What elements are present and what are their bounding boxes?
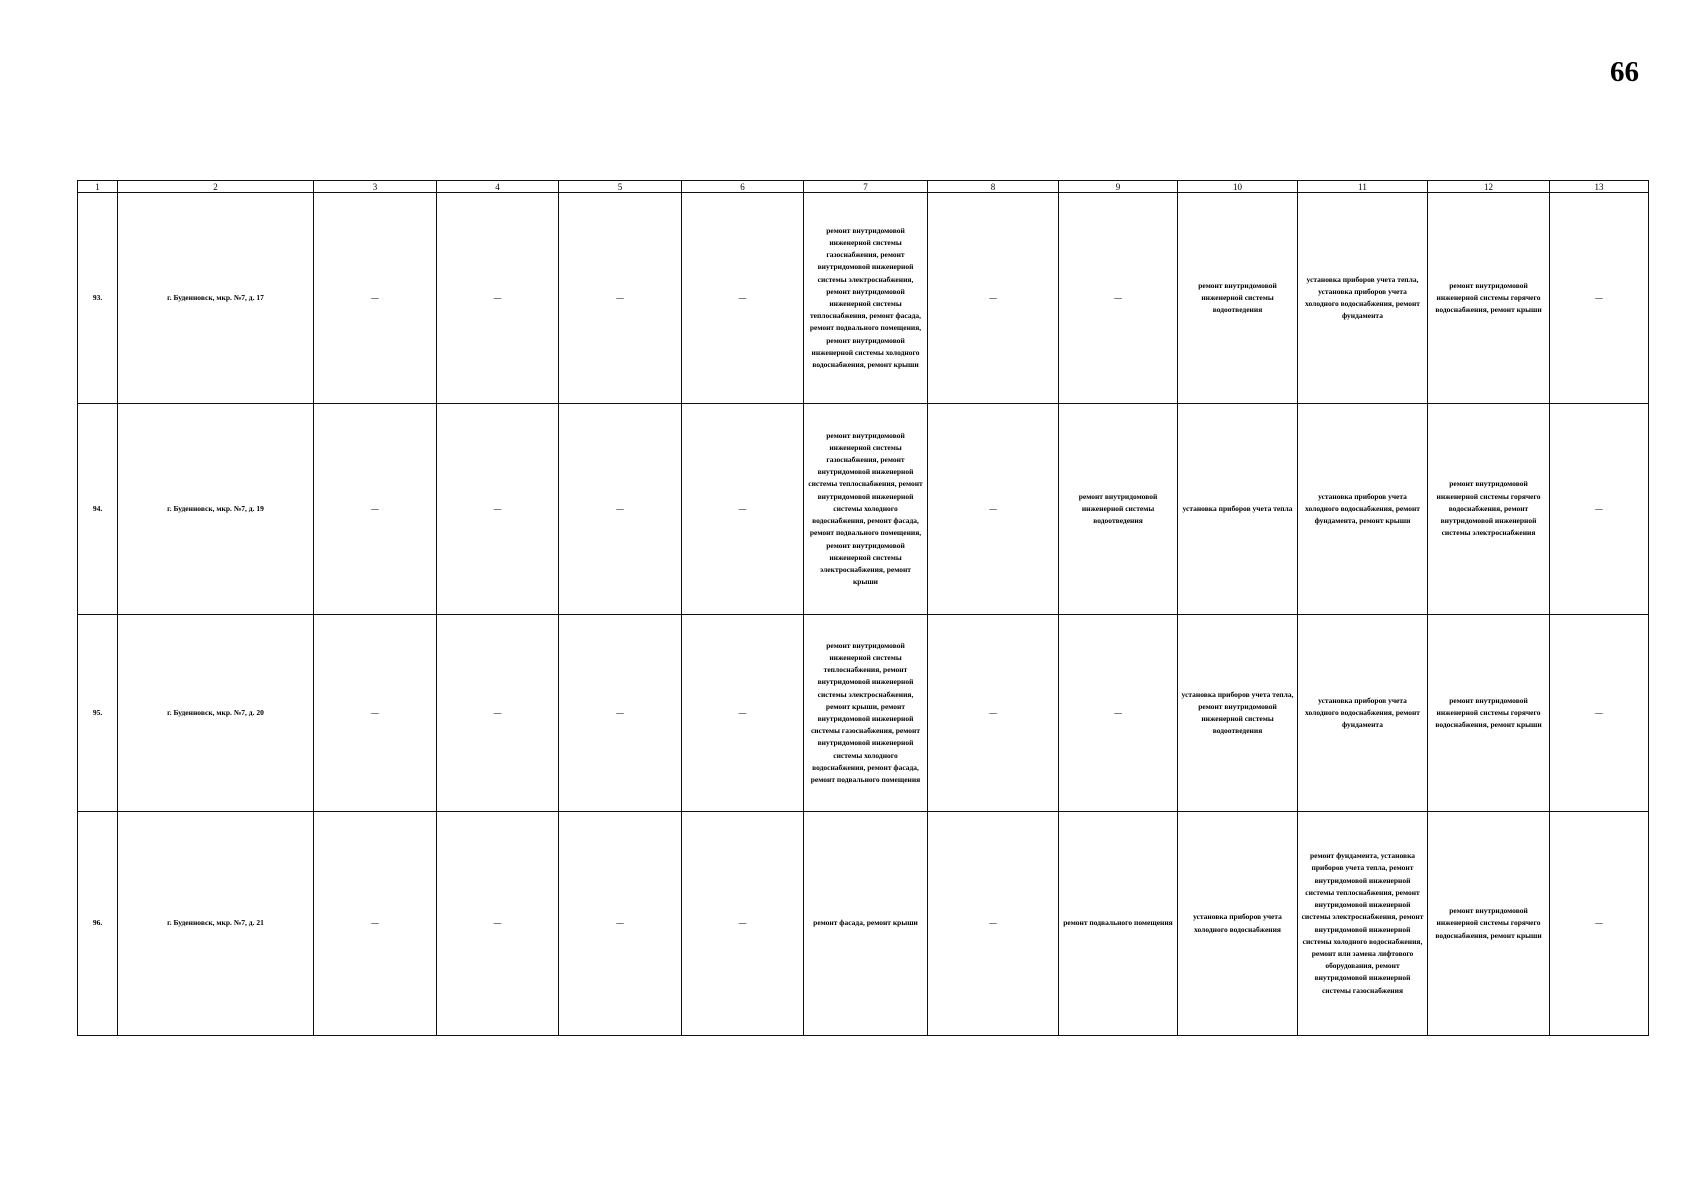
work-types-cell: ремонт внутридомовой инженерной системы газоснабжения, ремонт внутридомовой инженерной системы электроснабжения, ремонт внутридомовой инженерной системы теплоснабжения, ремонт фасада, ремонт подвального помещения, ремонт внутридомовой инженерной системы холодного водоснабжения, ремонт крыши — [804, 193, 928, 404]
column-header: 3 — [314, 181, 437, 193]
empty-dash-cell: — — [682, 193, 804, 404]
column-header: 6 — [682, 181, 804, 193]
column-header: 1 — [78, 181, 118, 193]
empty-dash-cell: — — [314, 193, 437, 404]
empty-dash-cell: — — [437, 193, 559, 404]
table-row — [78, 615, 1649, 812]
empty-dash-cell: — — [682, 615, 804, 812]
empty-dash-cell: — — [314, 404, 437, 615]
address-cell: г. Буденновск, мкр. №7, д. 19 — [118, 404, 314, 615]
column-header: 11 — [1298, 181, 1428, 193]
work-types-cell: установка приборов учета холодного водоснабжения, ремонт фундамента — [1298, 615, 1428, 812]
address-cell: г. Буденновск, мкр. №7, д. 21 — [118, 812, 314, 1036]
empty-dash-cell: — — [1550, 615, 1649, 812]
column-header: 8 — [928, 181, 1059, 193]
work-types-cell: ремонт внутридомовой инженерной системы горячего водоснабжения, ремонт внутридомовой инженерной системы электроснабжения — [1428, 404, 1550, 615]
empty-dash-cell: — — [437, 615, 559, 812]
empty-dash-cell: — — [928, 615, 1059, 812]
empty-dash-cell: — — [1550, 812, 1649, 1036]
address-cell: г. Буденновск, мкр. №7, д. 20 — [118, 615, 314, 812]
empty-dash-cell: — — [1059, 615, 1178, 812]
row-number: 94. — [78, 404, 118, 615]
empty-dash-cell: — — [559, 615, 682, 812]
work-types-cell: установка приборов учета тепла, ремонт внутридомовой инженерной системы водоотведения — [1178, 615, 1298, 812]
table-row — [78, 404, 1649, 615]
empty-dash-cell: — — [314, 615, 437, 812]
empty-dash-cell: — — [682, 812, 804, 1036]
work-types-cell: ремонт внутридомовой инженерной системы горячего водоснабжения, ремонт крыши — [1428, 615, 1550, 812]
column-header: 10 — [1178, 181, 1298, 193]
empty-dash-cell: — — [928, 812, 1059, 1036]
work-types-cell: установка приборов учета холодного водоснабжения, ремонт фундамента, ремонт крыши — [1298, 404, 1428, 615]
column-header: 13 — [1550, 181, 1649, 193]
row-number: 93. — [78, 193, 118, 404]
work-types-cell: установка приборов учета холодного водоснабжения — [1178, 812, 1298, 1036]
empty-dash-cell: — — [437, 812, 559, 1036]
work-types-cell: ремонт внутридомовой инженерной системы горячего водоснабжения, ремонт крыши — [1428, 193, 1550, 404]
work-types-cell: ремонт фасада, ремонт крыши — [804, 812, 928, 1036]
table-row — [78, 193, 1649, 404]
work-types-cell: ремонт внутридомовой инженерной системы газоснабжения, ремонт внутридомовой инженерной системы теплоснабжения, ремонт внутридомовой инженерной системы холодного водоснабжения, ремонт фасада, ремонт подвального помещения, ремонт внутридомовой инженерной системы электроснабжения, ремонт крыши — [804, 404, 928, 615]
column-header: 5 — [559, 181, 682, 193]
row-number: 96. — [78, 812, 118, 1036]
column-header: 2 — [118, 181, 314, 193]
work-types-cell: ремонт внутридомовой инженерной системы водоотведения — [1178, 193, 1298, 404]
empty-dash-cell: — — [1059, 193, 1178, 404]
address-cell: г. Буденновск, мкр. №7, д. 17 — [118, 193, 314, 404]
empty-dash-cell: — — [1550, 404, 1649, 615]
empty-dash-cell: — — [559, 404, 682, 615]
work-types-cell: ремонт фундамента, установка приборов учета тепла, ремонт внутридомовой инженерной системы теплоснабжения, ремонт внутридомовой инженерной системы электроснабжения, ремонт внутридомовой инженерной системы холодного водоснабжения, ремонт или замена лифтового оборудования, ремонт внутридомовой инженерной системы газоснабжения — [1298, 812, 1428, 1036]
work-types-cell: ремонт внутридомовой инженерной системы водоотведения — [1059, 404, 1178, 615]
table-row — [78, 812, 1649, 1036]
empty-dash-cell: — — [682, 404, 804, 615]
empty-dash-cell: — — [314, 812, 437, 1036]
empty-dash-cell: — — [559, 193, 682, 404]
column-header: 4 — [437, 181, 559, 193]
row-number: 95. — [78, 615, 118, 812]
work-types-cell: установка приборов учета тепла, установка приборов учета холодного водоснабжения, ремонт фундамента — [1298, 193, 1428, 404]
column-number-row — [78, 181, 1649, 193]
work-types-cell: установка приборов учета тепла — [1178, 404, 1298, 615]
page-number: 66 — [1610, 56, 1639, 88]
empty-dash-cell: — — [1550, 193, 1649, 404]
empty-dash-cell: — — [559, 812, 682, 1036]
column-header: 9 — [1059, 181, 1178, 193]
work-types-cell: ремонт внутридомовой инженерной системы горячего водоснабжения, ремонт крыши — [1428, 812, 1550, 1036]
empty-dash-cell: — — [928, 404, 1059, 615]
work-types-cell: ремонт подвального помещения — [1059, 812, 1178, 1036]
capital-repair-table — [77, 180, 1649, 1036]
empty-dash-cell: — — [437, 404, 559, 615]
column-header: 7 — [804, 181, 928, 193]
empty-dash-cell: — — [928, 193, 1059, 404]
column-header: 12 — [1428, 181, 1550, 193]
work-types-cell: ремонт внутридомовой инженерной системы теплоснабжения, ремонт внутридомовой инженерной системы электроснабжения, ремонт крыши, ремонт внутридомовой инженерной системы газоснабжения, ремонт внутридомовой инженерной системы холодного водоснабжения, ремонт фасада, ремонт подвального помещения — [804, 615, 928, 812]
